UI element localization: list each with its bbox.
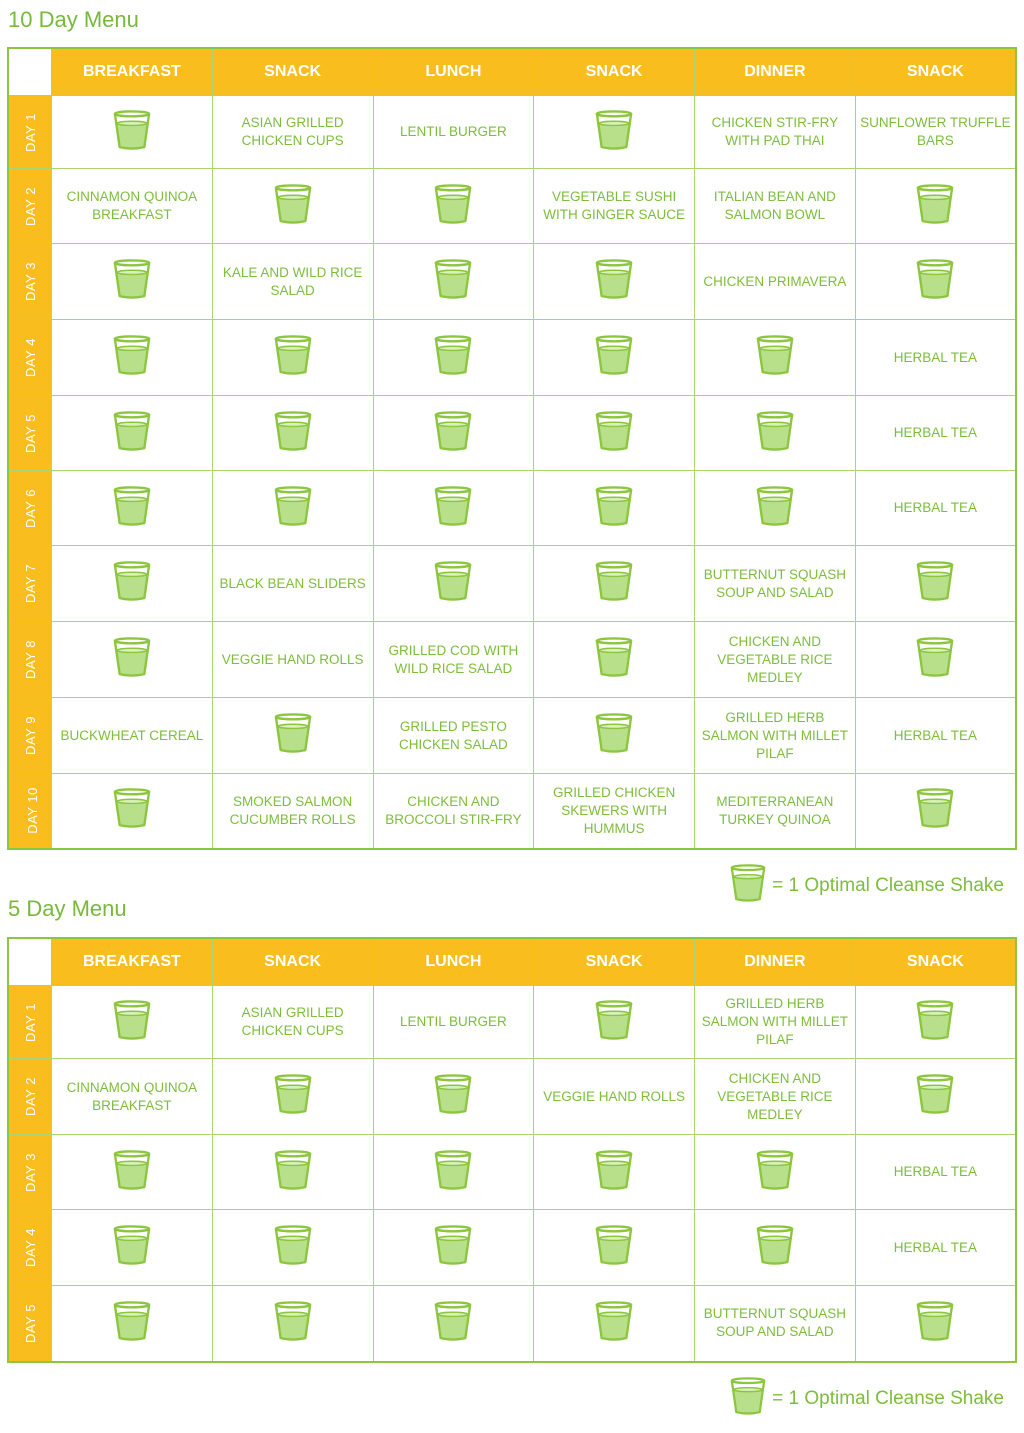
shake-cup-icon <box>113 486 151 531</box>
meal-name: MEDITERRANEAN TURKEY QUINOA <box>716 793 834 827</box>
shake-cup-icon <box>916 184 954 229</box>
meal-cell <box>373 622 534 698</box>
meal-cell <box>373 986 534 1059</box>
shake-cup-icon <box>595 486 633 531</box>
meal-name: GRILLED HERB SALMON WITH MILLET PILAF <box>701 709 848 761</box>
column-header-snack: SNACK <box>855 48 1016 96</box>
meal-cell <box>534 774 695 849</box>
shake-cell <box>534 1135 695 1210</box>
shake-cup-icon <box>916 637 954 682</box>
shake-cell <box>52 622 213 698</box>
meal-cell <box>52 1059 213 1135</box>
meal-name: CHICKEN STIR-FRY WITH PAD THAI <box>711 115 839 148</box>
shake-cell <box>212 1059 373 1135</box>
shake-cup-icon <box>274 411 312 456</box>
meal-name: HERBAL TEA <box>893 349 978 365</box>
shake-cup-icon <box>274 486 312 531</box>
day-label: DAY 3 <box>22 1152 38 1192</box>
shake-cell <box>373 1210 534 1286</box>
shake-cell <box>212 471 373 546</box>
meal-name: BUTTERNUT SQUASH SOUP AND SALAD <box>703 566 846 600</box>
shake-cell <box>52 1210 213 1286</box>
column-header-snack: SNACK <box>855 938 1016 986</box>
day-label-cell <box>8 698 52 774</box>
meal-name: VEGETABLE SUSHI WITH GINGER SAUCE <box>543 189 685 222</box>
shake-cell <box>534 96 695 169</box>
day-label: DAY 5 <box>22 413 38 453</box>
ten-day-menu-table <box>7 47 1017 850</box>
shake-cell <box>373 1135 534 1210</box>
shake-cup-icon <box>756 486 794 531</box>
ten-day-table-row <box>8 244 1016 320</box>
shake-cup-icon <box>434 1074 472 1119</box>
day-label-cell <box>8 396 52 471</box>
shake-cell <box>695 1135 856 1210</box>
shake-cell <box>52 1286 213 1362</box>
shake-cell <box>373 1059 534 1135</box>
day-label: DAY 9 <box>22 716 38 755</box>
day-label: DAY 8 <box>22 640 38 679</box>
shake-cup-icon <box>595 259 633 304</box>
meal-cell <box>695 1286 856 1362</box>
shake-cell <box>534 986 695 1059</box>
shake-cell <box>534 396 695 471</box>
meal-name: GRILLED COD WITH WILD RICE SALAD <box>388 642 519 676</box>
five-day-title: 5 Day Menu <box>8 896 127 921</box>
shake-cup-icon <box>756 1225 794 1270</box>
shake-cup-icon <box>274 1150 312 1195</box>
shake-cup-icon <box>595 110 633 155</box>
shake-cell <box>855 1286 1016 1362</box>
meal-cell <box>855 471 1016 546</box>
meal-name: GRILLED CHICKEN SKEWERS WITH HUMMUS <box>552 784 676 836</box>
shake-cup-icon <box>434 561 472 606</box>
shake-cell <box>534 546 695 622</box>
shake-cell <box>52 320 213 396</box>
day-label: DAY 3 <box>22 262 38 301</box>
shake-cell <box>212 1210 373 1286</box>
shake-cup-icon <box>274 1301 312 1346</box>
day-label: DAY 4 <box>22 1228 38 1267</box>
meal-name: CHICKEN PRIMAVERA <box>703 273 847 289</box>
meal-cell <box>212 622 373 698</box>
meal-name: BUTTERNUT SQUASH SOUP AND SALAD <box>703 1306 846 1340</box>
meal-name: HERBAL TEA <box>893 425 978 440</box>
shake-cup-icon <box>113 1225 151 1270</box>
meal-name: ASIAN GRILLED CHICKEN CUPS <box>241 115 344 148</box>
column-header-dinner: DINNER <box>695 938 856 986</box>
shake-cell <box>52 396 213 471</box>
shake-cup-icon <box>916 561 954 606</box>
five-day-table-row <box>8 1286 1016 1362</box>
ten-day-table-row <box>8 320 1016 396</box>
day-label-cell <box>8 546 52 622</box>
shake-cup-icon <box>113 637 151 682</box>
day-label: DAY 6 <box>22 488 38 528</box>
day-label-cell <box>8 169 52 244</box>
shake-cell <box>855 774 1016 849</box>
shake-cell <box>855 622 1016 698</box>
meal-cell <box>695 244 856 320</box>
day-label: DAY 4 <box>22 338 38 377</box>
shake-cup-icon <box>434 1301 472 1346</box>
shake-cup-icon <box>113 110 151 155</box>
meal-name: CHICKEN AND VEGETABLE RICE MEDLEY <box>717 633 833 685</box>
column-header-snack: SNACK <box>534 938 695 986</box>
shake-cup-icon <box>274 184 312 229</box>
shake-cell <box>212 169 373 244</box>
shake-cup-icon <box>434 486 472 531</box>
shake-cup-icon <box>434 184 472 229</box>
meal-cell <box>534 1059 695 1135</box>
shake-cup-icon <box>113 1301 151 1346</box>
five-day-table-row <box>8 1210 1016 1286</box>
five-day-header-row <box>8 938 1016 986</box>
meal-name: CINNAMON QUINOA BREAKFAST <box>66 189 198 222</box>
shake-cup-icon <box>916 259 954 304</box>
five-day-menu-table <box>7 937 1017 1363</box>
meal-name: VEGGIE HAND ROLLS <box>543 1088 686 1104</box>
shake-cell <box>373 471 534 546</box>
column-header-snack: SNACK <box>212 938 373 986</box>
shake-cup-icon <box>756 335 794 380</box>
ten-day-table-row <box>8 546 1016 622</box>
shake-cell <box>52 471 213 546</box>
meal-cell <box>855 1135 1016 1210</box>
legend-label: = 1 Optimal Cleanse Shake <box>772 875 1004 896</box>
meal-name: BUCKWHEAT CEREAL <box>60 727 204 743</box>
shake-cell <box>212 320 373 396</box>
meal-name: GRILLED PESTO CHICKEN SALAD <box>398 718 508 752</box>
day-label: DAY 7 <box>22 564 38 603</box>
ten-day-table-row <box>8 396 1016 471</box>
shake-cup-icon <box>434 411 472 456</box>
meal-name: HERBAL TEA <box>893 500 978 515</box>
shake-cup-icon <box>113 1150 151 1195</box>
shake-cup-icon <box>916 788 954 833</box>
meal-cell <box>695 698 856 774</box>
shake-cell <box>52 774 213 849</box>
shake-cell <box>695 320 856 396</box>
shake-cell <box>695 1210 856 1286</box>
meal-name: GRILLED HERB SALMON WITH MILLET PILAF <box>701 996 848 1047</box>
shake-cell <box>855 546 1016 622</box>
column-header-snack: SNACK <box>534 48 695 96</box>
ten-day-table-row <box>8 774 1016 849</box>
meal-cell <box>212 96 373 169</box>
shake-cup-icon <box>756 411 794 456</box>
meal-cell <box>855 96 1016 169</box>
shake-cup-icon <box>916 1301 954 1346</box>
shake-cell <box>534 1210 695 1286</box>
meal-name: LENTIL BURGER <box>399 124 507 139</box>
column-header-lunch: LUNCH <box>373 48 534 96</box>
five-day-legend <box>730 1377 1004 1421</box>
shake-cup-icon <box>595 411 633 456</box>
meal-name: SMOKED SALMON CUCUMBER ROLLS <box>229 793 356 827</box>
meal-name: LENTIL BURGER <box>399 1014 507 1029</box>
shake-cup-icon <box>730 864 766 908</box>
shake-cup-icon <box>113 788 151 833</box>
shake-cup-icon <box>113 335 151 380</box>
meal-cell <box>855 1210 1016 1286</box>
column-header-lunch: LUNCH <box>373 938 534 986</box>
shake-cell <box>373 169 534 244</box>
meal-name: ASIAN GRILLED CHICKEN CUPS <box>241 1005 344 1038</box>
meal-cell <box>695 986 856 1059</box>
meal-cell <box>212 774 373 849</box>
legend-label: = 1 Optimal Cleanse Shake <box>772 1388 1004 1409</box>
column-header-dinner: DINNER <box>695 48 856 96</box>
shake-cup-icon <box>113 1000 151 1045</box>
shake-cell <box>534 1286 695 1362</box>
day-label: DAY 10 <box>24 787 40 835</box>
shake-cell <box>212 698 373 774</box>
ten-day-table-row <box>8 96 1016 169</box>
meal-name: ITALIAN BEAN AND SALMON BOWL <box>713 189 836 222</box>
meal-cell <box>855 396 1016 471</box>
meal-name: VEGGIE HAND ROLLS <box>221 651 364 667</box>
five-day-table-row <box>8 1135 1016 1210</box>
day-label-cell <box>8 320 52 396</box>
day-label-cell <box>8 622 52 698</box>
shake-cup-icon <box>113 411 151 456</box>
meal-name: HERBAL TEA <box>893 727 978 743</box>
meal-cell <box>52 698 213 774</box>
corner-cell <box>8 938 52 986</box>
shake-cell <box>855 1059 1016 1135</box>
shake-cell <box>855 169 1016 244</box>
meal-name: CHICKEN AND BROCCOLI STIR-FRY <box>385 793 522 827</box>
meal-name: BLACK BEAN SLIDERS <box>219 575 366 591</box>
shake-cell <box>534 622 695 698</box>
shake-cup-icon <box>274 1074 312 1119</box>
meal-name: CHICKEN AND VEGETABLE RICE MEDLEY <box>717 1070 833 1122</box>
shake-cup-icon <box>434 335 472 380</box>
meal-cell <box>52 169 213 244</box>
meal-cell <box>695 1059 856 1135</box>
day-label-cell <box>8 96 52 169</box>
meal-cell <box>695 169 856 244</box>
day-label: DAY 5 <box>22 1303 38 1343</box>
shake-cup-icon <box>595 1225 633 1270</box>
meal-cell <box>373 774 534 849</box>
column-header-breakfast: BREAKFAST <box>52 938 213 986</box>
shake-cell <box>52 1135 213 1210</box>
meal-cell <box>212 546 373 622</box>
shake-cell <box>534 320 695 396</box>
shake-cup-icon <box>916 1000 954 1045</box>
day-label-cell <box>8 471 52 546</box>
ten-day-header-row <box>8 48 1016 96</box>
shake-cell <box>212 396 373 471</box>
day-label: DAY 1 <box>22 1002 38 1042</box>
meal-cell <box>534 169 695 244</box>
meal-name: HERBAL TEA <box>893 1164 978 1179</box>
corner-cell <box>8 48 52 96</box>
shake-cup-icon <box>434 1150 472 1195</box>
shake-cell <box>534 698 695 774</box>
meal-name: HERBAL TEA <box>893 1239 978 1255</box>
shake-cup-icon <box>595 1000 633 1045</box>
shake-cup-icon <box>595 1150 633 1195</box>
column-header-snack: SNACK <box>212 48 373 96</box>
shake-cup-icon <box>113 561 151 606</box>
meal-cell <box>373 96 534 169</box>
shake-cell <box>373 244 534 320</box>
shake-cell <box>373 1286 534 1362</box>
meal-cell <box>695 546 856 622</box>
ten-day-title: 10 Day Menu <box>8 7 139 32</box>
day-label: DAY 2 <box>22 186 38 226</box>
shake-cup-icon <box>113 259 151 304</box>
shake-cup-icon <box>274 335 312 380</box>
five-day-table-row <box>8 986 1016 1059</box>
day-label-cell <box>8 1059 52 1135</box>
ten-day-table-row <box>8 698 1016 774</box>
meal-cell <box>695 622 856 698</box>
meal-name: KALE AND WILD RICE SALAD <box>222 264 363 298</box>
shake-cup-icon <box>595 561 633 606</box>
shake-cell <box>534 471 695 546</box>
day-label-cell <box>8 774 52 849</box>
meal-cell <box>212 244 373 320</box>
meal-cell <box>695 774 856 849</box>
ten-day-table-row <box>8 169 1016 244</box>
shake-cup-icon <box>274 1225 312 1270</box>
shake-cell <box>855 986 1016 1059</box>
shake-cup-icon <box>916 1074 954 1119</box>
shake-cell <box>52 244 213 320</box>
day-label-cell <box>8 1135 52 1210</box>
shake-cell <box>534 244 695 320</box>
shake-cup-icon <box>434 259 472 304</box>
meal-cell <box>855 698 1016 774</box>
shake-cup-icon <box>595 713 633 758</box>
shake-cell <box>695 471 856 546</box>
shake-cup-icon <box>595 637 633 682</box>
ten-day-table-row <box>8 622 1016 698</box>
shake-cell <box>695 396 856 471</box>
shake-cell <box>52 96 213 169</box>
shake-cup-icon <box>595 335 633 380</box>
meal-cell <box>373 698 534 774</box>
column-header-breakfast: BREAKFAST <box>52 48 213 96</box>
five-day-table-row <box>8 1059 1016 1135</box>
day-label: DAY 2 <box>22 1077 38 1116</box>
shake-cell <box>373 546 534 622</box>
meal-name: CINNAMON QUINOA BREAKFAST <box>66 1079 198 1113</box>
day-label: DAY 1 <box>22 112 38 152</box>
shake-cup-icon <box>730 1377 766 1421</box>
day-label-cell <box>8 244 52 320</box>
shake-cup-icon <box>274 713 312 758</box>
shake-cell <box>373 396 534 471</box>
ten-day-table-row <box>8 471 1016 546</box>
meal-name: SUNFLOWER TRUFFLE BARS <box>860 115 1011 148</box>
meal-cell <box>855 320 1016 396</box>
meal-cell <box>212 986 373 1059</box>
day-label-cell <box>8 1286 52 1362</box>
shake-cell <box>212 1286 373 1362</box>
meal-cell <box>695 96 856 169</box>
shake-cup-icon <box>434 1225 472 1270</box>
day-label-cell <box>8 1210 52 1286</box>
ten-day-legend <box>730 864 1004 908</box>
shake-cell <box>212 1135 373 1210</box>
shake-cell <box>373 320 534 396</box>
shake-cup-icon <box>595 1301 633 1346</box>
shake-cup-icon <box>756 1150 794 1195</box>
shake-cell <box>52 546 213 622</box>
day-label-cell <box>8 986 52 1059</box>
shake-cell <box>855 244 1016 320</box>
shake-cell <box>52 986 213 1059</box>
